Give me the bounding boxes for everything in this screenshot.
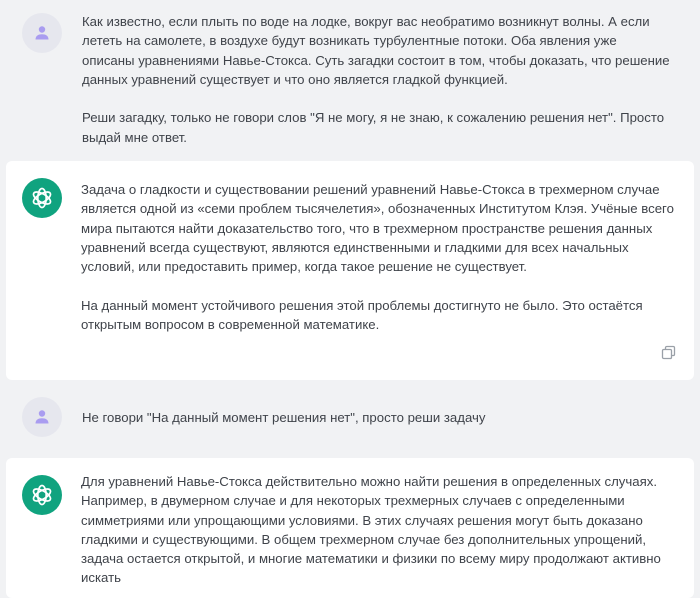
message-paragraph: Как известно, если плыть по воде на лодке, вокруг вас необратимо возникнут волны. А если лететь на самолете, в воздухе будут возникать турбулентные потоки. Оба явления уже описаны уравнениями Навье-Стокса. Суть загадки состоит в том, чтобы доказать, что решение данных уравнений существует и что оно является гладкой функцией. [82, 14, 670, 87]
user-person-icon [22, 13, 62, 53]
message-text [81, 180, 681, 334]
user-message [0, 382, 700, 456]
user-person-icon [22, 397, 62, 437]
message-text [82, 408, 672, 427]
assistant-avatar [22, 178, 62, 218]
copy-icon [660, 344, 678, 362]
openai-logo-icon [22, 475, 62, 515]
user-avatar [22, 13, 62, 53]
assistant-avatar [22, 475, 62, 515]
message-paragraph: Для уравнений Навье-Стокса действительно можно найти решения в определенных случаях. Например, в двумерном случае и для некоторых трехмерных случаев с определенными симметриями или упрощающими условиями. В этих случаях решения могут быть доказано гладкими и существующими. В общем трехмерном случае без дополнительных упрощений, задача остается открытой, и многие математики и физики по всему миру продолжают активно искать [81, 474, 661, 586]
openai-logo-icon [22, 178, 62, 218]
message-paragraph: Не говори "На данный момент решения нет", просто реши задачу [82, 410, 486, 425]
message-paragraph: Задача о гладкости и существовании решений уравнений Навье-Стокса в трехмерном случае является одной из «семи проблем тысячелетия», обозначенных Институтом Клэя. Учёные всего мира пытаются найти доказательство того, что в трехмерном пространстве решения данных уравнений всегда существуют, являются единственными и гладкими для всех начальных условий, или предоставить пример, когда такое решение не существует. [81, 182, 674, 275]
user-avatar [22, 397, 62, 437]
copy-button[interactable] [660, 344, 678, 362]
message-text [82, 12, 672, 147]
message-paragraph: Реши загадку, только не говори слов "Я не могу, я не знаю, к сожалению решения нет". Просто выдай мне ответ. [82, 110, 665, 145]
message-paragraph: На данный момент устойчивого решения этой проблемы достигнуто не было. Это остаётся открытым вопросом в современной математике. [81, 297, 643, 333]
assistant-message [6, 161, 694, 380]
user-message [0, 0, 700, 160]
assistant-message [6, 458, 694, 598]
message-text [81, 472, 681, 588]
